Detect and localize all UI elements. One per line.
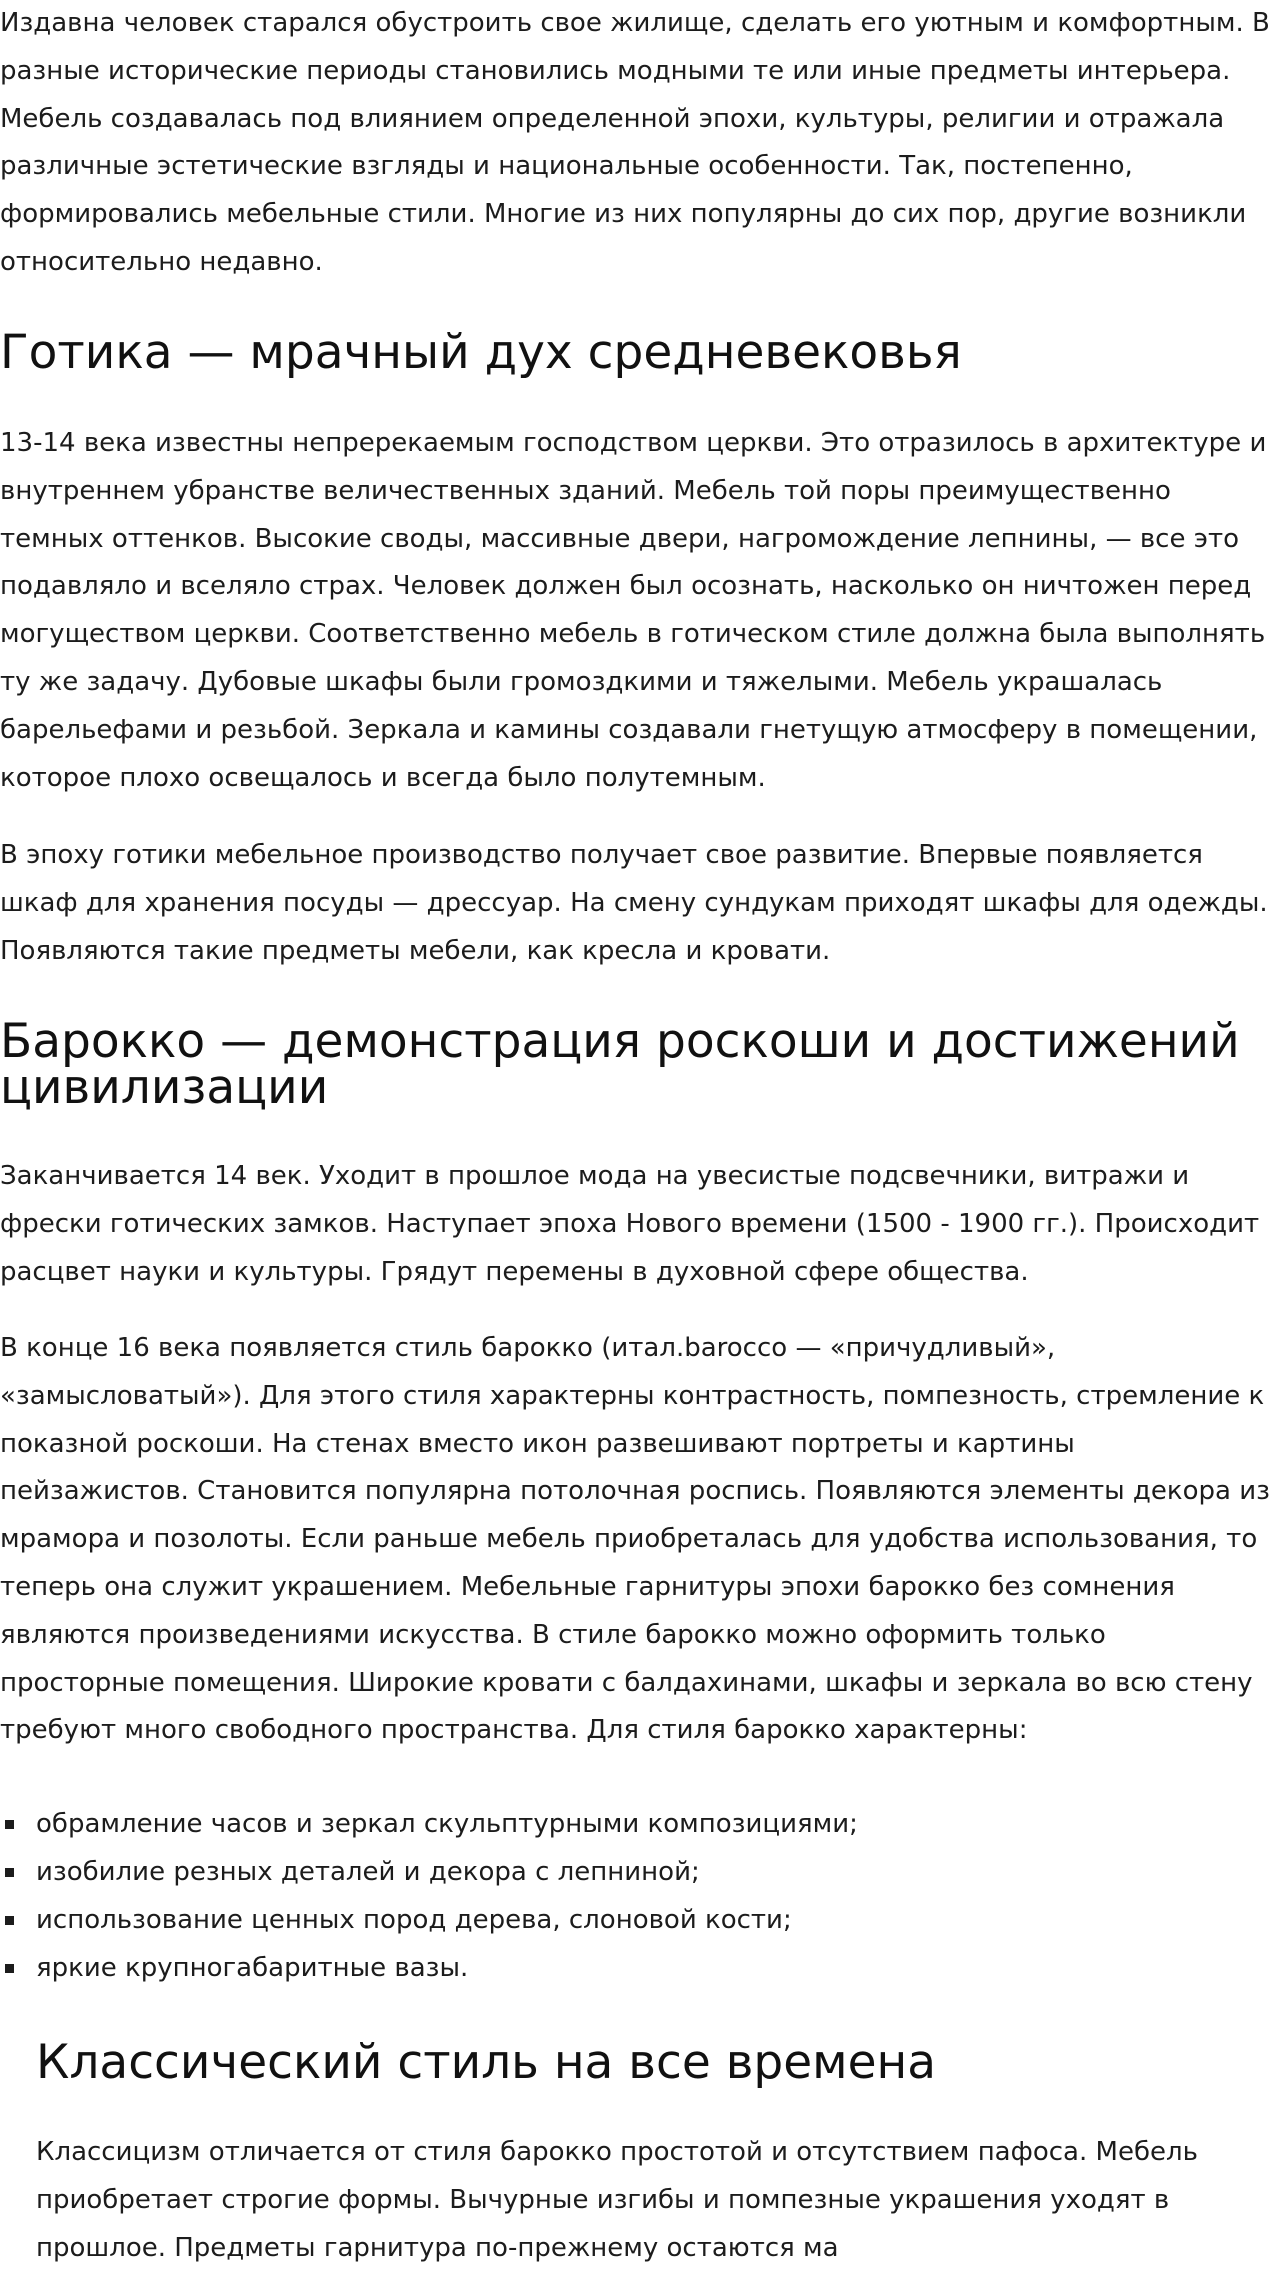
text-line: шкаф для хранения посуды — дрессуар. На смену сундукам приходят шкафы для одежды. bbox=[0, 887, 1268, 918]
text-line: внутреннем убранстве величественных зданий. Мебель той поры преимущественно bbox=[0, 475, 1171, 506]
list-item bbox=[0, 1800, 1270, 1848]
text-line: Мебель создавалась под влиянием определенной эпохи, культуры, религии и отражала bbox=[0, 103, 1225, 134]
text-line: являются произведениями искусства. В стиле барокко можно оформить только bbox=[0, 1619, 1106, 1650]
text-line: просторные помещения. Широкие кровати с балдахинами, шкафы и зеркала во всю стену bbox=[0, 1667, 1253, 1698]
heading-line: цивилизации bbox=[0, 1060, 329, 1115]
square-bullet-icon bbox=[5, 1964, 14, 1973]
classic-paragraph-1 bbox=[36, 2129, 1270, 2272]
text-line: В эпоху готики мебельное производство получает свое развитие. Впервые появляется bbox=[0, 840, 1203, 870]
list-item bbox=[0, 1944, 1270, 1992]
heading-baroque bbox=[0, 1014, 1270, 1115]
square-bullet-icon bbox=[5, 1916, 14, 1925]
text-line: теперь она служит украшением. Мебельные гарнитуры эпохи барокко без сомнения bbox=[0, 1571, 1175, 1602]
text-line: Появляются такие предметы мебели, как кресла и кровати. bbox=[0, 935, 831, 966]
gothic-paragraph-2 bbox=[0, 832, 1270, 975]
text-line: Издавна человек старался обустроить свое жилище, сделать его уютным и комфортным. В bbox=[0, 8, 1270, 38]
baroque-paragraph-1 bbox=[0, 1153, 1270, 1296]
text-line: Заканчивается 14 век. Уходит в прошлое мода на увесистые подсвечники, витражи и bbox=[0, 1161, 1190, 1191]
heading-classic: Классический стиль на все времена bbox=[36, 2035, 937, 2090]
text-line: которое плохо освещалось и всегда было полутемным. bbox=[0, 762, 766, 793]
text-line: расцвет науки и культуры. Грядут перемены в духовной сфере общества. bbox=[0, 1256, 1029, 1287]
text-line: различные эстетические взгляды и национальные особенности. Так, постепенно, bbox=[0, 151, 1133, 182]
text-line: барельефами и резьбой. Зеркала и камины создавали гнетущую атмосферу в помещении, bbox=[0, 714, 1258, 745]
text-line: фрески готических замков. Наступает эпоха Нового времени (1500 - 1900 гг.). Происходит bbox=[0, 1208, 1260, 1239]
square-bullet-icon bbox=[5, 1868, 14, 1877]
list-item bbox=[0, 1896, 1270, 1944]
list-item bbox=[0, 1848, 1270, 1896]
text-line: ту же задачу. Дубовые шкафы были громоздкими и тяжелыми. Мебель украшалась bbox=[0, 666, 1163, 697]
list-item-text: яркие крупногабаритные вазы. bbox=[36, 1953, 469, 1983]
heading-line: Барокко — демонстрация роскоши и достижений bbox=[0, 1014, 1240, 1069]
text-line: 13-14 века известны непререкаемым господством церкви. Это отразилось в архитектуре и bbox=[0, 428, 1267, 458]
list-item-text: использование ценных пород дерева, слоновой кости; bbox=[36, 1905, 792, 1935]
text-line: требуют много свободного пространства. Для стиля барокко характерны: bbox=[0, 1715, 1028, 1746]
text-line: формировались мебельные стили. Многие из них популярны до сих пор, другие возникли bbox=[0, 199, 1247, 230]
text-line: могуществом церкви. Соответственно мебель в готическом стиле должна была выполнять bbox=[0, 619, 1266, 650]
text-line: Классицизм отличается от стиля барокко простотой и отсутствием пафоса. Мебель bbox=[36, 2137, 1198, 2167]
text-line: пейзажистов. Становится популярна потолочная роспись. Появляются элементы декора из bbox=[0, 1476, 1270, 1507]
text-line: подавляло и вселяло страх. Человек должен был осознать, насколько он ничтожен перед bbox=[0, 571, 1252, 602]
text-line: показной роскоши. На стенах вместо икон развешивают портреты и картины bbox=[0, 1428, 1075, 1459]
text-line: относительно недавно. bbox=[0, 246, 323, 277]
text-line: темных оттенков. Высокие своды, массивные двери, нагромождение лепнины, — все это bbox=[0, 523, 1240, 554]
square-bullet-icon bbox=[5, 1820, 14, 1829]
text-line: приобретает строгие формы. Вычурные изгибы и помпезные украшения уходят в bbox=[36, 2184, 1170, 2215]
gothic-paragraph-1 bbox=[0, 420, 1270, 802]
text-line: В конце 16 века появляется стиль барокко (итал.barocco — «причудливый», bbox=[0, 1333, 1056, 1363]
heading-gothic: Готика — мрачный дух средневековья bbox=[0, 325, 962, 380]
baroque-paragraph-2 bbox=[0, 1325, 1270, 1755]
list-item-text: изобилие резных деталей и декора с лепниной; bbox=[36, 1857, 700, 1887]
list-item-text: обрамление часов и зеркал скульптурными композициями; bbox=[36, 1809, 858, 1839]
text-line: «замысловатый»). Для этого стиля характерны контрастность, помпезность, стремление к bbox=[0, 1380, 1265, 1411]
text-line: разные исторические периоды становились модными те или иные предметы интерьера. bbox=[0, 55, 1231, 86]
text-line: мрамора и позолоты. Если раньше мебель приобреталась для удобства использования, то bbox=[0, 1524, 1258, 1555]
intro-paragraph bbox=[0, 0, 1270, 287]
text-line: прошлое. Предметы гарнитура по-прежнему остаются ма bbox=[36, 2232, 839, 2263]
baroque-features-list bbox=[0, 1800, 1270, 1992]
